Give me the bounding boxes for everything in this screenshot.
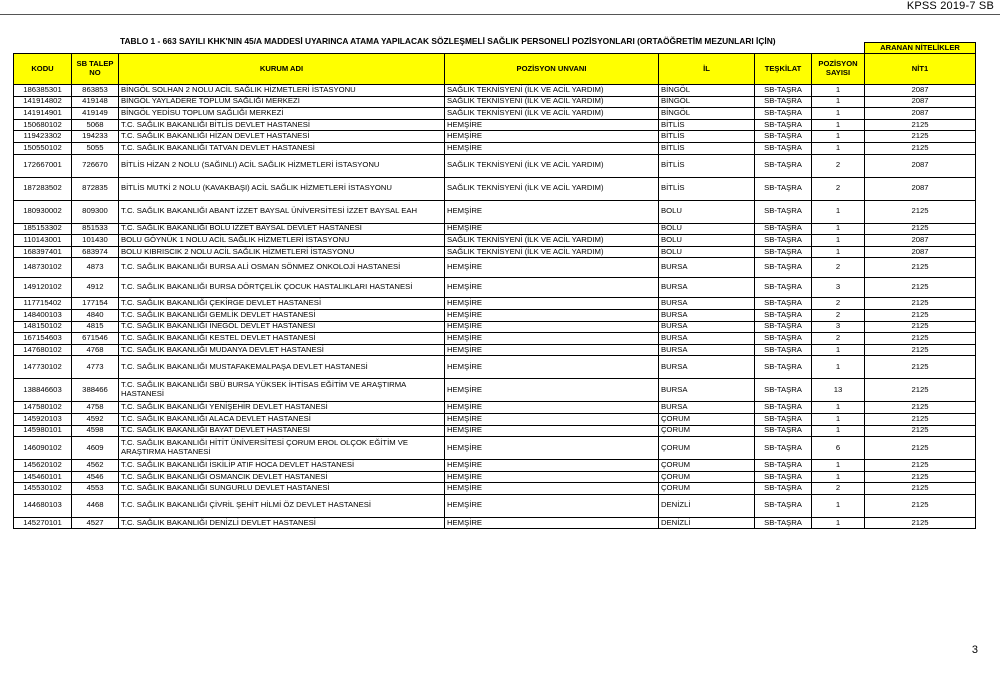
row-sb-talep-no: 4609 bbox=[72, 437, 119, 460]
row-nit1: 2125 bbox=[865, 278, 976, 298]
row-nit1: 2125 bbox=[865, 309, 976, 321]
row-teskilat: SB-TAŞRA bbox=[755, 246, 812, 258]
header-rule bbox=[0, 14, 1000, 15]
row-kurum-adi: T.C. SAĞLIK BAKANLIĞI HİTİT ÜNİVERSİTESİ ÇORUM EROL OLÇOK EĞİTİM VE ARAŞTIRMA HASTANESİ bbox=[119, 437, 445, 460]
row-il: ÇORUM bbox=[659, 425, 755, 437]
row-nit1: 2125 bbox=[865, 223, 976, 235]
row-kurum-adi: BOLU GÖYNÜK 1 NOLU ACİL SAĞLIK HİZMETLERİ İSTASYONU bbox=[119, 235, 445, 247]
row-kurum-adi: T.C. SAĞLIK BAKANLIĞI MUSTAFAKEMALPAŞA DEVLET HASTANESİ bbox=[119, 356, 445, 379]
positions-table bbox=[13, 42, 976, 529]
row-il: BOLU bbox=[659, 200, 755, 223]
row-kurum-adi: T.C. SAĞLIK BAKANLIĞI BURSA DÖRTÇELİK ÇOCUK HASTALIKLARI HASTANESİ bbox=[119, 278, 445, 298]
row-kurum-adi: BOLU KIBRISCIK 2 NOLU ACİL SAĞLIK HİZMETLERİ İSTASYONU bbox=[119, 246, 445, 258]
row-il: BİTLİS bbox=[659, 119, 755, 131]
row-kurum-adi: T.C. SAĞLIK BAKANLIĞI BİTLİS DEVLET HASTANESİ bbox=[119, 119, 445, 131]
row-pozisyon-unvani: SAĞLIK TEKNİSYENİ (İLK VE ACİL YARDIM) bbox=[445, 235, 659, 247]
row-pozisyon-unvani: HEMŞİRE bbox=[445, 494, 659, 517]
row-pozisyon-sayisi: 6 bbox=[812, 437, 865, 460]
row-teskilat: SB-TAŞRA bbox=[755, 517, 812, 529]
row-pozisyon-sayisi: 1 bbox=[812, 131, 865, 143]
table-row bbox=[14, 321, 976, 333]
row-pozisyon-unvani: HEMŞİRE bbox=[445, 131, 659, 143]
row-il: BİTLİS bbox=[659, 154, 755, 177]
table-row bbox=[14, 258, 976, 278]
row-pozisyon-sayisi: 1 bbox=[812, 344, 865, 356]
row-kodu: 147680102 bbox=[14, 344, 72, 356]
col-kurum-adi: KURUM ADI bbox=[119, 54, 445, 85]
row-sb-talep-no: 863853 bbox=[72, 85, 119, 97]
row-pozisyon-sayisi: 1 bbox=[812, 119, 865, 131]
row-pozisyon-unvani: HEMŞİRE bbox=[445, 200, 659, 223]
row-teskilat: SB-TAŞRA bbox=[755, 154, 812, 177]
row-sb-talep-no: 194233 bbox=[72, 131, 119, 143]
row-il: ÇORUM bbox=[659, 483, 755, 495]
row-sb-talep-no: 4468 bbox=[72, 494, 119, 517]
row-sb-talep-no: 4840 bbox=[72, 309, 119, 321]
row-sb-talep-no: 419149 bbox=[72, 108, 119, 120]
row-il: BURSA bbox=[659, 321, 755, 333]
row-kodu: 148150102 bbox=[14, 321, 72, 333]
row-pozisyon-sayisi: 2 bbox=[812, 298, 865, 310]
table-row bbox=[14, 309, 976, 321]
row-pozisyon-unvani: HEMŞİRE bbox=[445, 223, 659, 235]
table-row bbox=[14, 119, 976, 131]
row-kurum-adi: BİTLİS HİZAN 2 NOLU (SAĞINLI) ACİL SAĞLIK HİZMETLERİ İSTASYONU bbox=[119, 154, 445, 177]
row-kodu: 145920103 bbox=[14, 413, 72, 425]
row-pozisyon-sayisi: 1 bbox=[812, 517, 865, 529]
row-il: BURSA bbox=[659, 356, 755, 379]
col-nit1: NİT1 bbox=[865, 54, 976, 85]
row-sb-talep-no: 5068 bbox=[72, 119, 119, 131]
row-kurum-adi: T.C. SAĞLIK BAKANLIĞI SUNGURLU DEVLET HASTANESİ bbox=[119, 483, 445, 495]
row-teskilat: SB-TAŞRA bbox=[755, 471, 812, 483]
row-sb-talep-no: 4815 bbox=[72, 321, 119, 333]
row-pozisyon-sayisi: 3 bbox=[812, 278, 865, 298]
table-row bbox=[14, 344, 976, 356]
row-kurum-adi: BİNGÖL YEDİSU TOPLUM SAĞLIĞI MERKEZİ bbox=[119, 108, 445, 120]
table-row bbox=[14, 425, 976, 437]
row-sb-talep-no: 4592 bbox=[72, 413, 119, 425]
row-kurum-adi: T.C. SAĞLIK BAKANLIĞI TATVAN DEVLET HASTANESİ bbox=[119, 142, 445, 154]
row-kurum-adi: T.C. SAĞLIK BAKANLIĞI İNEGÖL DEVLET HASTANESİ bbox=[119, 321, 445, 333]
row-sb-talep-no: 4773 bbox=[72, 356, 119, 379]
row-kurum-adi: T.C. SAĞLIK BAKANLIĞI BURSA ALİ OSMAN SÖNMEZ ONKOLOJİ HASTANESİ bbox=[119, 258, 445, 278]
row-teskilat: SB-TAŞRA bbox=[755, 85, 812, 97]
row-teskilat: SB-TAŞRA bbox=[755, 483, 812, 495]
row-nit1: 2125 bbox=[865, 460, 976, 472]
row-kurum-adi: T.C. SAĞLIK BAKANLIĞI BOLU İZZET BAYSAL DEVLET HASTANESİ bbox=[119, 223, 445, 235]
row-teskilat: SB-TAŞRA bbox=[755, 298, 812, 310]
row-kodu: 149120102 bbox=[14, 278, 72, 298]
row-kodu: 150550102 bbox=[14, 142, 72, 154]
row-il: BİTLİS bbox=[659, 177, 755, 200]
row-nit1: 2125 bbox=[865, 425, 976, 437]
table-row bbox=[14, 223, 976, 235]
row-sb-talep-no: 4562 bbox=[72, 460, 119, 472]
row-nit1: 2125 bbox=[865, 119, 976, 131]
row-kurum-adi: T.C. SAĞLIK BAKANLIĞI ÇEKİRGE DEVLET HASTANESİ bbox=[119, 298, 445, 310]
row-pozisyon-unvani: HEMŞİRE bbox=[445, 425, 659, 437]
row-sb-talep-no: 851533 bbox=[72, 223, 119, 235]
row-sb-talep-no: 809300 bbox=[72, 200, 119, 223]
row-kurum-adi: T.C. SAĞLIK BAKANLIĞI SBÜ BURSA YÜKSEK İHTİSAS EĞİTİM VE ARAŞTIRMA HASTANESİ bbox=[119, 379, 445, 402]
row-pozisyon-unvani: SAĞLIK TEKNİSYENİ (İLK VE ACİL YARDIM) bbox=[445, 177, 659, 200]
row-pozisyon-sayisi: 13 bbox=[812, 379, 865, 402]
row-il: BİTLİS bbox=[659, 131, 755, 143]
row-sb-talep-no: 4758 bbox=[72, 402, 119, 414]
row-pozisyon-unvani: HEMŞİRE bbox=[445, 298, 659, 310]
row-pozisyon-sayisi: 2 bbox=[812, 177, 865, 200]
row-il: BOLU bbox=[659, 235, 755, 247]
row-pozisyon-sayisi: 1 bbox=[812, 235, 865, 247]
table-row bbox=[14, 471, 976, 483]
table-row bbox=[14, 402, 976, 414]
row-nit1: 2087 bbox=[865, 246, 976, 258]
row-kurum-adi: T.C. SAĞLIK BAKANLIĞI ÇİVRİL ŞEHİT HİLMİ ÖZ DEVLET HASTANESİ bbox=[119, 494, 445, 517]
row-kodu: 141914901 bbox=[14, 108, 72, 120]
row-teskilat: SB-TAŞRA bbox=[755, 321, 812, 333]
row-pozisyon-unvani: HEMŞİRE bbox=[445, 413, 659, 425]
row-pozisyon-sayisi: 1 bbox=[812, 413, 865, 425]
row-pozisyon-sayisi: 1 bbox=[812, 223, 865, 235]
document-code: KPSS 2019-7 SB bbox=[906, 0, 994, 12]
row-nit1: 2125 bbox=[865, 321, 976, 333]
row-kodu: 167154603 bbox=[14, 333, 72, 345]
col-pozisyon-unvani: POZİSYON UNVANI bbox=[445, 54, 659, 85]
row-kurum-adi: T.C. SAĞLIK BAKANLIĞI GEMLİK DEVLET HASTANESİ bbox=[119, 309, 445, 321]
row-teskilat: SB-TAŞRA bbox=[755, 119, 812, 131]
row-pozisyon-sayisi: 1 bbox=[812, 460, 865, 472]
row-nit1: 2125 bbox=[865, 471, 976, 483]
col-kodu: KODU bbox=[14, 54, 72, 85]
row-teskilat: SB-TAŞRA bbox=[755, 142, 812, 154]
row-sb-talep-no: 101430 bbox=[72, 235, 119, 247]
row-il: BURSA bbox=[659, 278, 755, 298]
row-teskilat: SB-TAŞRA bbox=[755, 278, 812, 298]
row-pozisyon-unvani: SAĞLIK TEKNİSYENİ (İLK VE ACİL YARDIM) bbox=[445, 246, 659, 258]
row-il: BOLU bbox=[659, 223, 755, 235]
row-kodu: 172667001 bbox=[14, 154, 72, 177]
row-teskilat: SB-TAŞRA bbox=[755, 437, 812, 460]
row-pozisyon-unvani: HEMŞİRE bbox=[445, 483, 659, 495]
table-row bbox=[14, 413, 976, 425]
row-pozisyon-sayisi: 1 bbox=[812, 425, 865, 437]
row-kurum-adi: T.C. SAĞLIK BAKANLIĞI MUDANYA DEVLET HASTANESİ bbox=[119, 344, 445, 356]
row-teskilat: SB-TAŞRA bbox=[755, 309, 812, 321]
row-kodu: 145270101 bbox=[14, 517, 72, 529]
row-sb-talep-no: 872835 bbox=[72, 177, 119, 200]
row-kurum-adi: T.C. SAĞLIK BAKANLIĞI ALACA DEVLET HASTANESİ bbox=[119, 413, 445, 425]
col-pozisyon-sayisi: POZİSYON SAYISI bbox=[812, 54, 865, 85]
row-kodu: 145620102 bbox=[14, 460, 72, 472]
row-nit1: 2125 bbox=[865, 494, 976, 517]
row-teskilat: SB-TAŞRA bbox=[755, 494, 812, 517]
row-pozisyon-unvani: HEMŞİRE bbox=[445, 402, 659, 414]
row-pozisyon-unvani: SAĞLIK TEKNİSYENİ (İLK VE ACİL YARDIM) bbox=[445, 96, 659, 108]
row-sb-talep-no: 5055 bbox=[72, 142, 119, 154]
row-teskilat: SB-TAŞRA bbox=[755, 379, 812, 402]
row-pozisyon-sayisi: 1 bbox=[812, 246, 865, 258]
row-kodu: 168397401 bbox=[14, 246, 72, 258]
row-pozisyon-unvani: HEMŞİRE bbox=[445, 309, 659, 321]
row-pozisyon-unvani: HEMŞİRE bbox=[445, 344, 659, 356]
row-pozisyon-sayisi: 1 bbox=[812, 494, 865, 517]
table-row bbox=[14, 278, 976, 298]
row-il: BURSA bbox=[659, 333, 755, 345]
col-teskilat: TEŞKİLAT bbox=[755, 54, 812, 85]
row-pozisyon-sayisi: 2 bbox=[812, 154, 865, 177]
row-teskilat: SB-TAŞRA bbox=[755, 235, 812, 247]
row-kodu: 117715402 bbox=[14, 298, 72, 310]
row-nit1: 2125 bbox=[865, 356, 976, 379]
row-teskilat: SB-TAŞRA bbox=[755, 356, 812, 379]
row-kodu: 119423302 bbox=[14, 131, 72, 143]
row-nit1: 2125 bbox=[865, 517, 976, 529]
row-kurum-adi: BİTLİS MUTKİ 2 NOLU (KAVAKBAŞI) ACİL SAĞLIK HİZMETLERİ İSTASYONU bbox=[119, 177, 445, 200]
row-kodu: 145980101 bbox=[14, 425, 72, 437]
row-nit1: 2087 bbox=[865, 108, 976, 120]
row-sb-talep-no: 4873 bbox=[72, 258, 119, 278]
table-row bbox=[14, 298, 976, 310]
table-row bbox=[14, 142, 976, 154]
row-teskilat: SB-TAŞRA bbox=[755, 258, 812, 278]
row-pozisyon-unvani: HEMŞİRE bbox=[445, 278, 659, 298]
row-nit1: 2125 bbox=[865, 413, 976, 425]
row-kurum-adi: T.C. SAĞLIK BAKANLIĞI KESTEL DEVLET HASTANESİ bbox=[119, 333, 445, 345]
page-number: 3 bbox=[971, 644, 978, 656]
row-pozisyon-unvani: HEMŞİRE bbox=[445, 379, 659, 402]
row-il: DENİZLİ bbox=[659, 494, 755, 517]
row-teskilat: SB-TAŞRA bbox=[755, 131, 812, 143]
row-kodu: 148730102 bbox=[14, 258, 72, 278]
row-sb-talep-no: 4912 bbox=[72, 278, 119, 298]
row-sb-talep-no: 4527 bbox=[72, 517, 119, 529]
row-kurum-adi: T.C. SAĞLIK BAKANLIĞI OSMANCIK DEVLET HASTANESİ bbox=[119, 471, 445, 483]
row-pozisyon-sayisi: 1 bbox=[812, 402, 865, 414]
table-row bbox=[14, 517, 976, 529]
row-pozisyon-unvani: HEMŞİRE bbox=[445, 437, 659, 460]
row-teskilat: SB-TAŞRA bbox=[755, 177, 812, 200]
table-row bbox=[14, 96, 976, 108]
row-nit1: 2125 bbox=[865, 298, 976, 310]
row-nit1: 2087 bbox=[865, 85, 976, 97]
row-pozisyon-sayisi: 1 bbox=[812, 471, 865, 483]
table-row bbox=[14, 200, 976, 223]
row-il: BURSA bbox=[659, 309, 755, 321]
row-sb-talep-no: 671546 bbox=[72, 333, 119, 345]
table-row bbox=[14, 131, 976, 143]
row-sb-talep-no: 177154 bbox=[72, 298, 119, 310]
row-pozisyon-unvani: HEMŞİRE bbox=[445, 471, 659, 483]
row-pozisyon-unvani: SAĞLIK TEKNİSYENİ (İLK VE ACİL YARDIM) bbox=[445, 154, 659, 177]
row-kodu: 145460101 bbox=[14, 471, 72, 483]
row-kodu: 150680102 bbox=[14, 119, 72, 131]
row-pozisyon-unvani: HEMŞİRE bbox=[445, 258, 659, 278]
row-il: BİNGÖL bbox=[659, 96, 755, 108]
row-il: BURSA bbox=[659, 344, 755, 356]
row-sb-talep-no: 419148 bbox=[72, 96, 119, 108]
row-pozisyon-unvani: SAĞLIK TEKNİSYENİ (İLK VE ACİL YARDIM) bbox=[445, 108, 659, 120]
row-pozisyon-sayisi: 1 bbox=[812, 200, 865, 223]
row-kodu: 141914802 bbox=[14, 96, 72, 108]
row-il: ÇORUM bbox=[659, 460, 755, 472]
row-kodu: 186385301 bbox=[14, 85, 72, 97]
row-kurum-adi: T.C. SAĞLIK BAKANLIĞI İSKİLİP ATIF HOCA DEVLET HASTANESİ bbox=[119, 460, 445, 472]
group-header-aranan: ARANAN NİTELİKLER bbox=[865, 43, 976, 54]
row-nit1: 2087 bbox=[865, 177, 976, 200]
row-pozisyon-sayisi: 2 bbox=[812, 309, 865, 321]
row-kodu: 147580102 bbox=[14, 402, 72, 414]
row-teskilat: SB-TAŞRA bbox=[755, 425, 812, 437]
row-teskilat: SB-TAŞRA bbox=[755, 460, 812, 472]
row-sb-talep-no: 4553 bbox=[72, 483, 119, 495]
row-pozisyon-unvani: HEMŞİRE bbox=[445, 460, 659, 472]
row-pozisyon-sayisi: 2 bbox=[812, 258, 865, 278]
table-row bbox=[14, 437, 976, 460]
table-row bbox=[14, 356, 976, 379]
row-kurum-adi: T.C. SAĞLIK BAKANLIĞI YENİŞEHİR DEVLET HASTANESİ bbox=[119, 402, 445, 414]
row-pozisyon-sayisi: 1 bbox=[812, 85, 865, 97]
row-pozisyon-unvani: HEMŞİRE bbox=[445, 517, 659, 529]
row-pozisyon-sayisi: 3 bbox=[812, 321, 865, 333]
table-row bbox=[14, 333, 976, 345]
table-row bbox=[14, 460, 976, 472]
row-nit1: 2125 bbox=[865, 344, 976, 356]
row-teskilat: SB-TAŞRA bbox=[755, 108, 812, 120]
row-teskilat: SB-TAŞRA bbox=[755, 96, 812, 108]
row-il: BURSA bbox=[659, 298, 755, 310]
row-pozisyon-unvani: HEMŞİRE bbox=[445, 356, 659, 379]
table-title: TABLO 1 - 663 SAYILI KHK'NIN 45/A MADDESİ UYARINCA ATAMA YAPILACAK SÖZLEŞMELİ SAĞLIK PERSONELİ POZİSYONLARI (ORTAÖĞRETİM MEZUNLARI İÇİN) bbox=[120, 36, 776, 46]
table-row bbox=[14, 154, 976, 177]
row-il: ÇORUM bbox=[659, 471, 755, 483]
row-kurum-adi: T.C. SAĞLIK BAKANLIĞI HİZAN DEVLET HASTANESİ bbox=[119, 131, 445, 143]
row-teskilat: SB-TAŞRA bbox=[755, 344, 812, 356]
row-kodu: 148400103 bbox=[14, 309, 72, 321]
row-kurum-adi: BİNGÖL YAYLADERE TOPLUM SAĞLIĞI MERKEZİ bbox=[119, 96, 445, 108]
row-nit1: 2125 bbox=[865, 333, 976, 345]
row-kodu: 147730102 bbox=[14, 356, 72, 379]
row-sb-talep-no: 683974 bbox=[72, 246, 119, 258]
row-nit1: 2087 bbox=[865, 235, 976, 247]
row-nit1: 2125 bbox=[865, 379, 976, 402]
table-row bbox=[14, 494, 976, 517]
row-pozisyon-sayisi: 2 bbox=[812, 483, 865, 495]
row-pozisyon-unvani: HEMŞİRE bbox=[445, 321, 659, 333]
table-row bbox=[14, 379, 976, 402]
table-row bbox=[14, 483, 976, 495]
row-pozisyon-unvani: HEMŞİRE bbox=[445, 333, 659, 345]
row-sb-talep-no: 388466 bbox=[72, 379, 119, 402]
row-pozisyon-sayisi: 1 bbox=[812, 356, 865, 379]
row-nit1: 2125 bbox=[865, 483, 976, 495]
row-nit1: 2125 bbox=[865, 437, 976, 460]
row-il: BURSA bbox=[659, 402, 755, 414]
row-pozisyon-sayisi: 1 bbox=[812, 96, 865, 108]
row-kodu: 180930002 bbox=[14, 200, 72, 223]
row-teskilat: SB-TAŞRA bbox=[755, 333, 812, 345]
row-teskilat: SB-TAŞRA bbox=[755, 200, 812, 223]
row-sb-talep-no: 4546 bbox=[72, 471, 119, 483]
row-il: BURSA bbox=[659, 258, 755, 278]
row-pozisyon-unvani: HEMŞİRE bbox=[445, 119, 659, 131]
col-il: İL bbox=[659, 54, 755, 85]
table-row bbox=[14, 108, 976, 120]
row-sb-talep-no: 726670 bbox=[72, 154, 119, 177]
col-sb-talep-no: SB TALEP NO bbox=[72, 54, 119, 85]
row-kurum-adi: BİNGÖL SOLHAN 2 NOLU ACİL SAĞLIK HİZMETLERİ İSTASYONU bbox=[119, 85, 445, 97]
row-nit1: 2125 bbox=[865, 258, 976, 278]
row-il: BİNGÖL bbox=[659, 108, 755, 120]
row-teskilat: SB-TAŞRA bbox=[755, 223, 812, 235]
table-row bbox=[14, 177, 976, 200]
row-pozisyon-sayisi: 1 bbox=[812, 108, 865, 120]
row-nit1: 2087 bbox=[865, 96, 976, 108]
row-kodu: 144680103 bbox=[14, 494, 72, 517]
row-kurum-adi: T.C. SAĞLIK BAKANLIĞI DENİZLİ DEVLET HASTANESİ bbox=[119, 517, 445, 529]
table-row bbox=[14, 235, 976, 247]
row-nit1: 2125 bbox=[865, 200, 976, 223]
table-body bbox=[14, 85, 976, 529]
row-kodu: 146090102 bbox=[14, 437, 72, 460]
row-nit1: 2125 bbox=[865, 142, 976, 154]
row-nit1: 2125 bbox=[865, 131, 976, 143]
row-kodu: 187283502 bbox=[14, 177, 72, 200]
row-pozisyon-unvani: HEMŞİRE bbox=[445, 142, 659, 154]
row-il: DENİZLİ bbox=[659, 517, 755, 529]
row-kodu: 138846603 bbox=[14, 379, 72, 402]
row-il: BİTLİS bbox=[659, 142, 755, 154]
row-pozisyon-sayisi: 2 bbox=[812, 333, 865, 345]
row-kodu: 110143001 bbox=[14, 235, 72, 247]
table-row bbox=[14, 85, 976, 97]
row-kurum-adi: T.C. SAĞLIK BAKANLIĞI ABANT İZZET BAYSAL ÜNİVERSİTESİ İZZET BAYSAL EAH bbox=[119, 200, 445, 223]
table-row bbox=[14, 246, 976, 258]
row-nit1: 2087 bbox=[865, 154, 976, 177]
row-pozisyon-unvani: SAĞLIK TEKNİSYENİ (İLK VE ACİL YARDIM) bbox=[445, 85, 659, 97]
row-il: ÇORUM bbox=[659, 413, 755, 425]
row-teskilat: SB-TAŞRA bbox=[755, 402, 812, 414]
row-nit1: 2125 bbox=[865, 402, 976, 414]
row-il: BİNGÖL bbox=[659, 85, 755, 97]
row-il: ÇORUM bbox=[659, 437, 755, 460]
row-kodu: 185153302 bbox=[14, 223, 72, 235]
row-sb-talep-no: 4768 bbox=[72, 344, 119, 356]
row-pozisyon-sayisi: 1 bbox=[812, 142, 865, 154]
row-il: BURSA bbox=[659, 379, 755, 402]
row-teskilat: SB-TAŞRA bbox=[755, 413, 812, 425]
row-kurum-adi: T.C. SAĞLIK BAKANLIĞI BAYAT DEVLET HASTANESİ bbox=[119, 425, 445, 437]
row-sb-talep-no: 4598 bbox=[72, 425, 119, 437]
row-kodu: 145530102 bbox=[14, 483, 72, 495]
row-il: BOLU bbox=[659, 246, 755, 258]
